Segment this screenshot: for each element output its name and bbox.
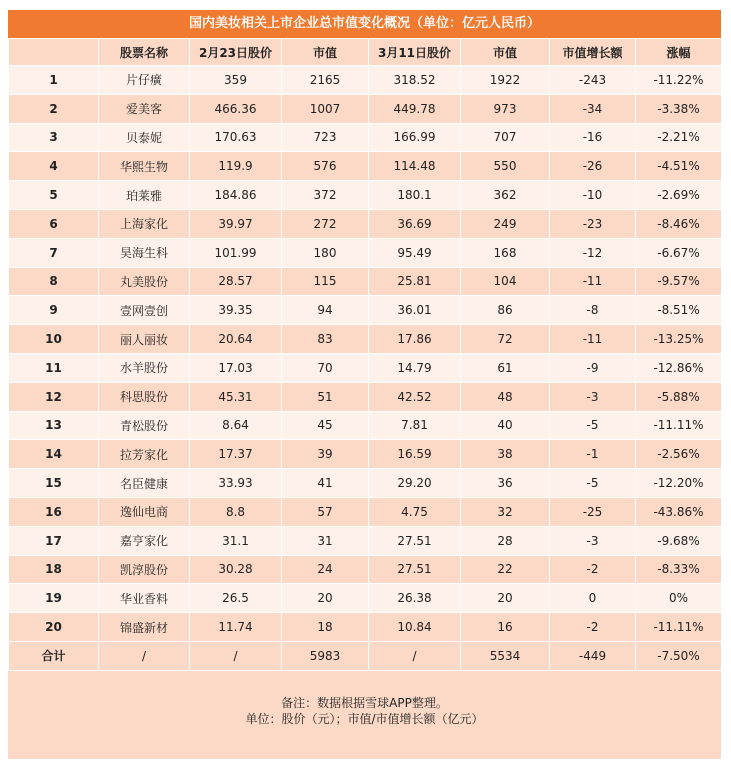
table-cell: 丸美股份 (99, 267, 190, 296)
table-cell: -5.88% (636, 382, 722, 411)
table-cell: -2.21% (636, 123, 722, 152)
table-cell: 12 (9, 382, 99, 411)
table-cell: 7.81 (369, 411, 461, 440)
table-cell: 26.5 (190, 584, 282, 613)
table-cell: 0% (636, 584, 722, 613)
table-cell: 83 (282, 325, 369, 354)
table-cell: 水羊股份 (99, 353, 190, 382)
table-cell: 26.38 (369, 584, 461, 613)
table-cell: 11 (9, 353, 99, 382)
table-cell: 45.31 (190, 382, 282, 411)
table-cell: 17 (9, 526, 99, 555)
table-cell: -43.86% (636, 497, 722, 526)
table-row (9, 296, 722, 325)
table-cell: 17.03 (190, 353, 282, 382)
table-cell: 19 (9, 584, 99, 613)
table-row (9, 497, 722, 526)
table-cell: 28.57 (190, 267, 282, 296)
table-cell: -8.51% (636, 296, 722, 325)
table-cell: -5 (550, 469, 636, 498)
table-cell: 86 (461, 296, 550, 325)
table-cell: 318.52 (369, 66, 461, 95)
table-cell: -9 (550, 353, 636, 382)
table-row (9, 152, 722, 181)
total-cell: / (99, 641, 190, 670)
table-cell: 39.97 (190, 209, 282, 238)
table-row (9, 238, 722, 267)
total-cell: 5983 (282, 641, 369, 670)
table-row (9, 469, 722, 498)
table-row (9, 353, 722, 382)
table-cell: 凯淳股份 (99, 555, 190, 584)
table-cell: 272 (282, 209, 369, 238)
table-cell: 14.79 (369, 353, 461, 382)
table-cell: 壹网壹创 (99, 296, 190, 325)
table-cell: -34 (550, 94, 636, 123)
table-cell: 片仔癀 (99, 66, 190, 95)
table-cell: 29.20 (369, 469, 461, 498)
table-cell: -3 (550, 526, 636, 555)
table-cell: 11.74 (190, 613, 282, 642)
table-cell: 36.69 (369, 209, 461, 238)
table-cell: 38 (461, 440, 550, 469)
market-cap-table-card (8, 10, 721, 759)
table-cell: 20 (282, 584, 369, 613)
table-cell: 爱美客 (99, 94, 190, 123)
table-cell: 16 (9, 497, 99, 526)
table-cell: 170.63 (190, 123, 282, 152)
table-cell: 18 (9, 555, 99, 584)
table-cell: -2.56% (636, 440, 722, 469)
table-cell: 17.86 (369, 325, 461, 354)
table-cell: 95.49 (369, 238, 461, 267)
table-row (9, 66, 722, 95)
table-cell: 20 (9, 613, 99, 642)
table-cell: 0 (550, 584, 636, 613)
table-cell: 青松股份 (99, 411, 190, 440)
table-row (9, 382, 722, 411)
table-cell: -25 (550, 497, 636, 526)
table-cell: 8.8 (190, 497, 282, 526)
total-cell: / (190, 641, 282, 670)
table-cell: -12.86% (636, 353, 722, 382)
table-cell: 3 (9, 123, 99, 152)
total-row (9, 641, 722, 670)
table-cell: 拉芳家化 (99, 440, 190, 469)
table-cell: -16 (550, 123, 636, 152)
table-cell: 362 (461, 181, 550, 210)
table-cell: 101.99 (190, 238, 282, 267)
table-cell: 10.84 (369, 613, 461, 642)
header-row (9, 39, 722, 66)
table-cell: 20.64 (190, 325, 282, 354)
table-cell: 14 (9, 440, 99, 469)
column-header (9, 39, 99, 66)
table-cell: 16.59 (369, 440, 461, 469)
table-cell: 1 (9, 66, 99, 95)
table-cell: -23 (550, 209, 636, 238)
column-header: 2月23日股价 (190, 39, 282, 66)
table-cell: 24 (282, 555, 369, 584)
column-header: 3月11日股价 (369, 39, 461, 66)
table-cell: -11.11% (636, 411, 722, 440)
table-cell: 18 (282, 613, 369, 642)
table-cell: 嘉亨家化 (99, 526, 190, 555)
table-cell: -11 (550, 267, 636, 296)
table-cell: -12.20% (636, 469, 722, 498)
table-cell: 华熙生物 (99, 152, 190, 181)
table-cell: 576 (282, 152, 369, 181)
table-cell: 5 (9, 181, 99, 210)
table-cell: -11.11% (636, 613, 722, 642)
table-cell: 25.81 (369, 267, 461, 296)
table-cell: 2165 (282, 66, 369, 95)
table-cell: 33.93 (190, 469, 282, 498)
table-cell: -1 (550, 440, 636, 469)
table-cell: -8.33% (636, 555, 722, 584)
table-cell: 57 (282, 497, 369, 526)
table-cell: 45 (282, 411, 369, 440)
table-cell: 119.9 (190, 152, 282, 181)
table-cell: -6.67% (636, 238, 722, 267)
column-header: 市值增长额 (550, 39, 636, 66)
note-source: 备注：数据根据雪球APP整理。 (281, 695, 448, 710)
table-cell: 550 (461, 152, 550, 181)
table-cell: 16 (461, 613, 550, 642)
table-cell: 8.64 (190, 411, 282, 440)
table-cell: 20 (461, 584, 550, 613)
table-cell: 249 (461, 209, 550, 238)
table-cell: 27.51 (369, 555, 461, 584)
table-cell: 28 (461, 526, 550, 555)
table-cell: -11 (550, 325, 636, 354)
column-header: 涨幅 (636, 39, 722, 66)
table-cell: 94 (282, 296, 369, 325)
table-cell: -3.38% (636, 94, 722, 123)
table-cell: -13.25% (636, 325, 722, 354)
table-row (9, 411, 722, 440)
total-cell: -449 (550, 641, 636, 670)
table-cell: 9 (9, 296, 99, 325)
column-header: 市值 (461, 39, 550, 66)
table-cell: 359 (190, 66, 282, 95)
table-cell: 1007 (282, 94, 369, 123)
table-cell: 逸仙电商 (99, 497, 190, 526)
table-row (9, 209, 722, 238)
table-cell: -2 (550, 555, 636, 584)
table-cell: 372 (282, 181, 369, 210)
table-cell: 41 (282, 469, 369, 498)
table-cell: 36 (461, 469, 550, 498)
table-cell: 39 (282, 440, 369, 469)
table-cell: -12 (550, 238, 636, 267)
table-cell: 名臣健康 (99, 469, 190, 498)
table-row (9, 555, 722, 584)
table-cell: 22 (461, 555, 550, 584)
column-header: 市值 (282, 39, 369, 66)
table-cell: 449.78 (369, 94, 461, 123)
total-cell: 5534 (461, 641, 550, 670)
table-row (9, 584, 722, 613)
total-cell: -7.50% (636, 641, 722, 670)
table-cell: 723 (282, 123, 369, 152)
table-cell: 31 (282, 526, 369, 555)
table-cell: 昊海生科 (99, 238, 190, 267)
table-cell: -9.68% (636, 526, 722, 555)
table-cell: 51 (282, 382, 369, 411)
table-cell: 42.52 (369, 382, 461, 411)
note-units: 单位：股价（元）；市值/市值增长额（亿元） (245, 711, 484, 726)
table-cell: 166.99 (369, 123, 461, 152)
table-cell: 8 (9, 267, 99, 296)
table-cell: 168 (461, 238, 550, 267)
table-cell: 31.1 (190, 526, 282, 555)
table-cell: -3 (550, 382, 636, 411)
notes-panel (8, 671, 721, 759)
table-cell: 36.01 (369, 296, 461, 325)
table-cell: 104 (461, 267, 550, 296)
table-cell: 13 (9, 411, 99, 440)
table-cell: 180.1 (369, 181, 461, 210)
total-cell: 合计 (9, 641, 99, 670)
table-cell: -243 (550, 66, 636, 95)
table-cell: 6 (9, 209, 99, 238)
table-cell: 30.28 (190, 555, 282, 584)
table-cell: 17.37 (190, 440, 282, 469)
table-cell: -5 (550, 411, 636, 440)
table-cell: -2.69% (636, 181, 722, 210)
table-cell: -2 (550, 613, 636, 642)
table-row (9, 613, 722, 642)
table-cell: 贝泰妮 (99, 123, 190, 152)
table-cell: 7 (9, 238, 99, 267)
table-cell: 973 (461, 94, 550, 123)
table-cell: 39.35 (190, 296, 282, 325)
market-cap-table (8, 38, 722, 671)
table-cell: 27.51 (369, 526, 461, 555)
table-cell: 2 (9, 94, 99, 123)
table-cell: 61 (461, 353, 550, 382)
table-row (9, 123, 722, 152)
table-cell: 184.86 (190, 181, 282, 210)
table-cell: -26 (550, 152, 636, 181)
table-cell: 707 (461, 123, 550, 152)
table-cell: 1922 (461, 66, 550, 95)
table-cell: 4 (9, 152, 99, 181)
table-cell: -8.46% (636, 209, 722, 238)
column-header: 股票名称 (99, 39, 190, 66)
table-row (9, 181, 722, 210)
table-cell: 15 (9, 469, 99, 498)
table-row (9, 325, 722, 354)
table-row (9, 526, 722, 555)
table-cell: 珀莱雅 (99, 181, 190, 210)
table-cell: -11.22% (636, 66, 722, 95)
table-title: 国内美妆相关上市企业总市值变化概况（单位：亿元人民币） (8, 10, 721, 38)
table-row (9, 440, 722, 469)
table-cell: 4.75 (369, 497, 461, 526)
table-cell: 48 (461, 382, 550, 411)
table-cell: 70 (282, 353, 369, 382)
table-cell: 114.48 (369, 152, 461, 181)
table-cell: 上海家化 (99, 209, 190, 238)
table-cell: -10 (550, 181, 636, 210)
table-cell: -4.51% (636, 152, 722, 181)
table-row (9, 267, 722, 296)
table-cell: -8 (550, 296, 636, 325)
table-cell: 180 (282, 238, 369, 267)
table-cell: 32 (461, 497, 550, 526)
table-row (9, 94, 722, 123)
table-cell: 115 (282, 267, 369, 296)
table-cell: 华业香料 (99, 584, 190, 613)
table-cell: 40 (461, 411, 550, 440)
table-cell: 72 (461, 325, 550, 354)
total-cell: / (369, 641, 461, 670)
table-cell: -9.57% (636, 267, 722, 296)
table-cell: 丽人丽妆 (99, 325, 190, 354)
table-cell: 466.36 (190, 94, 282, 123)
table-cell: 10 (9, 325, 99, 354)
table-cell: 科思股份 (99, 382, 190, 411)
table-cell: 锦盛新材 (99, 613, 190, 642)
